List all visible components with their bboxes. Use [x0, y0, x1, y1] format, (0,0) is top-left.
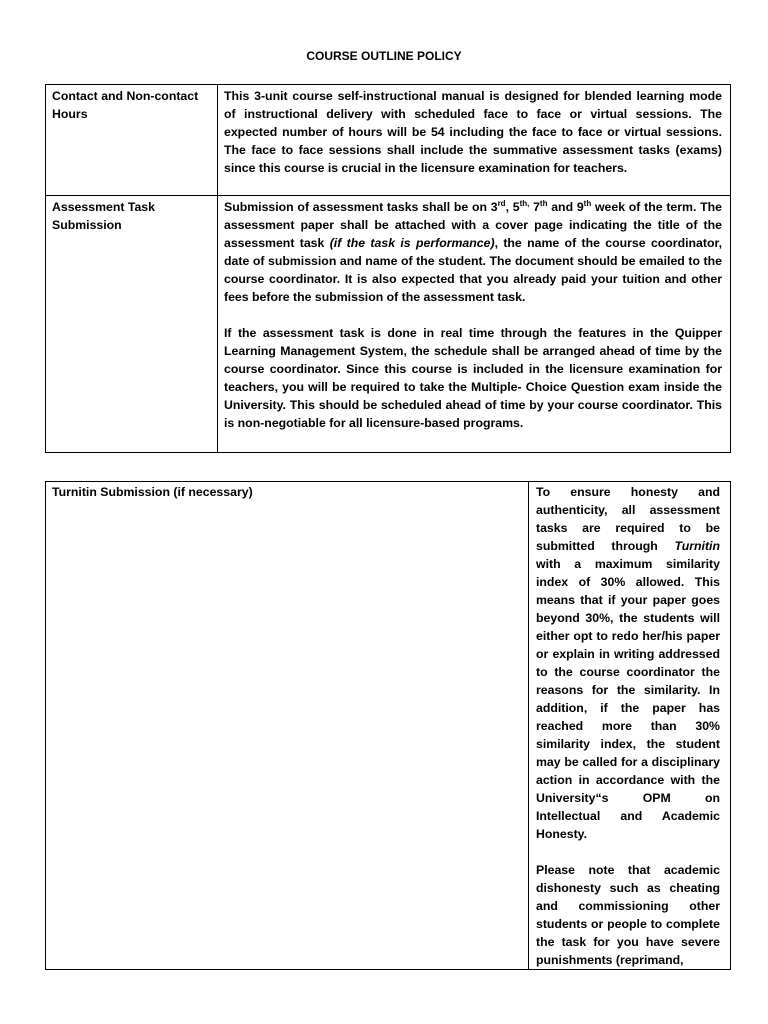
assessment-paragraph-1: Submission of assessment tasks shall be on 3rd, $5^{th,}$ 7th and 9th week of the term. The assessment paper shall be attached with a cover page indicating the title of the assessment task (if the task is performance), the name of the course coordinator, date of submission and name of the student. The document should be emailed to the course coordinator. It is also expected that you already paid your tuition and other fees before the submission of the assessment task. [224, 198, 723, 304]
page-title: COURSE OUTLINE POLICY [306, 49, 462, 63]
contact-hours-label: Contact and Non-contact Hours [46, 85, 218, 196]
assessment-paragraph-2: If the assessment task is done in real time through the features in the Quipper Learning Management System, the schedule shall be arranged ahead of time by the course coordinator. Since this course is included in the licensure examination for teachers, you will be required to take the Multiple- Choice Question exam inside the University. This should be scheduled ahead of time by your course coordinator. This is non-negotiable for all licensure-based programs. [224, 326, 722, 430]
assessment-submission-label: Assessment Task Submission [46, 196, 218, 453]
policy-table [45, 84, 731, 453]
turnitin-table [45, 481, 731, 970]
turnitin-paragraph-2: Please note that academic dishonesty such as cheating and commissioning other students or people to complete the task for you have severe punishments (reprimand, [536, 863, 720, 967]
table-row [46, 196, 731, 453]
contact-hours-paragraph: This 3-unit course self-instructional manual is designed for blended learning mode of instructional delivery with scheduled face to face or virtual sessions. The expected number of hours will be 54 including the face to face or virtual sessions. The face to face sessions shall include the summative assessment tasks (exams) since this course is crucial in the licensure examination for teachers. [224, 89, 722, 175]
assessment-submission-text [218, 196, 731, 453]
table-row [46, 482, 731, 970]
turnitin-label: Turnitin Submission (if necessary) [46, 482, 529, 970]
contact-hours-text [218, 85, 731, 196]
table-row [46, 85, 731, 196]
turnitin-paragraph-1: To ensure honesty and authenticity, all assessment tasks are required to be submitted through Turnitin with a maximum similarity index of 30% allowed. This means that if your paper goes beyond 30%, the students will either opt to redo her/his paper or explain in writing addressed to the course coordinator the reasons for the similarity. In addition, if the paper has reached more than 30% similarity index, the student may be called for a disciplinary action in accordance with the University“s OPM on Intellectual and Academic Honesty. [536, 485, 720, 841]
turnitin-text [529, 482, 731, 970]
